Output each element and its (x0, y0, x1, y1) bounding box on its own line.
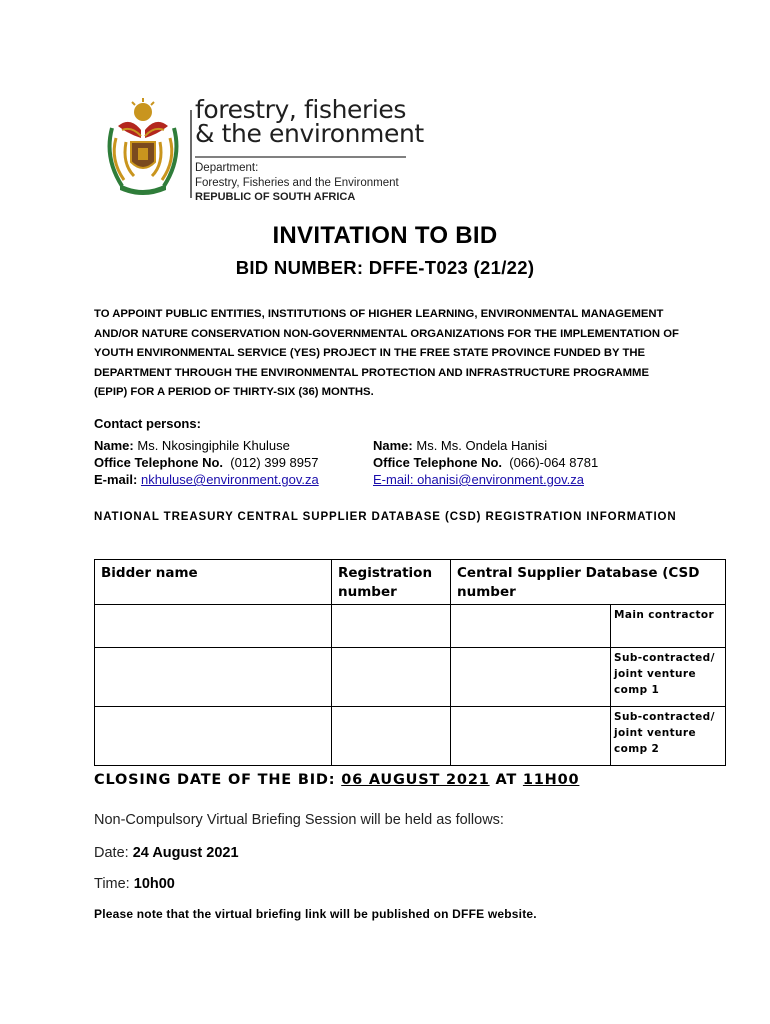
bid-description: TO APPOINT PUBLIC ENTITIES, INSTITUTIONS OF HIGHER LEARNING, ENVIRONMENTAL MANAGEMENT AND/OR NATURE CONSERVATION NON-GOVERNMENTAL ORGANIZATIONS FOR THE IMPLEMENTATION OF YOUTH ENVIRONMENTAL SERVICE (YES) PROJECT IN THE FREE STATE PROVINCE FUNDED BY THE DEPARTMENT THROUGH THE ENVIRONMENTAL PROTECTION AND INFRASTRUCTURE PROGRAMME (EPIP) FOR A PERIOD OF THIRTY-SIX (36) MONTHS. (94, 308, 679, 398)
briefing-date-value: 24 August 2021 (132, 845, 239, 861)
closing-prefix: CLOSING DATE OF THE BID: (94, 772, 336, 788)
bid-number: BID NUMBER: DFFE-T023 (21/22) (235, 257, 535, 278)
briefing-time (94, 876, 175, 892)
row-label-subcontracted-2: Sub-contracted/ joint venture comp 2 (611, 707, 726, 766)
contact-name: Ms. Ms. Ondela Hanisi (416, 438, 548, 453)
phone-label: Office Telephone No. (94, 455, 224, 470)
closing-date-value: 06 AUGUST 2021 (341, 772, 490, 788)
csd-number-cell[interactable] (451, 707, 611, 766)
name-label: Name: (373, 438, 413, 453)
column-header-registration-number: Registration number (332, 560, 451, 605)
dept-label: Department: (195, 162, 259, 174)
registration-number-cell[interactable] (332, 605, 451, 648)
name-label: Name: (94, 438, 134, 453)
contact-phone: (066)-064 8781 (509, 455, 599, 470)
contact-email-link[interactable]: nkhuluse@environment.gov.za (140, 472, 319, 487)
brand-name (195, 95, 425, 148)
brand-line-2: & the environment (195, 119, 424, 148)
briefing-intro: Non-Compulsory Virtual Briefing Session will be held as follows: (94, 812, 504, 828)
contact-email: ohanisi@environment.gov.za (417, 472, 584, 487)
bidder-name-cell[interactable] (95, 648, 332, 707)
email-label: E-mail: (373, 472, 414, 487)
table-row (95, 707, 726, 766)
row-label-main-contractor: Main contractor (611, 605, 726, 648)
csd-registration-table (94, 559, 726, 766)
email-label: E-mail: (94, 472, 138, 487)
closing-date (94, 772, 579, 788)
column-header-bidder-name: Bidder name (95, 560, 332, 605)
contact-right (373, 437, 598, 488)
dept-name: Forestry, Fisheries and the Environment (195, 177, 399, 189)
contact-email-link[interactable] (373, 472, 584, 487)
row-label-subcontracted-1: Sub-contracted/ joint venture comp 1 (611, 648, 726, 707)
brand-rule (195, 156, 406, 158)
contact-persons-label: Contact persons: (94, 416, 201, 431)
contact-name: Ms. Nkosingiphile Khuluse (137, 438, 290, 453)
logo-divider (190, 110, 192, 198)
csd-number-cell[interactable] (451, 648, 611, 707)
column-header-csd-number: Central Supplier Database (CSD number (451, 560, 726, 605)
closing-time-value: 11H00 (522, 772, 580, 788)
page-title: INVITATION TO BID (272, 222, 498, 249)
registration-number-cell[interactable] (332, 648, 451, 707)
contact-left (94, 437, 319, 488)
briefing-time-label: Time: (94, 876, 130, 892)
country-name: REPUBLIC OF SOUTH AFRICA (195, 191, 356, 203)
brand-line-1: forestry, fisheries (195, 95, 407, 124)
briefing-time-value: 10h00 (133, 876, 175, 892)
registration-number-cell[interactable] (332, 707, 451, 766)
csd-number-cell[interactable] (451, 605, 611, 648)
table-row (95, 605, 726, 648)
table-header-row (95, 560, 726, 605)
coat-of-arms-icon (104, 98, 182, 198)
briefing-date-label: Date: (94, 845, 129, 861)
csd-heading: NATIONAL TREASURY CENTRAL SUPPLIER DATABASE (CSD) REGISTRATION INFORMATION (94, 511, 677, 523)
department-logo (104, 95, 424, 208)
briefing-date (94, 845, 239, 861)
briefing-note: Please note that the virtual briefing link will be published on DFFE website. (94, 907, 537, 921)
bidder-name-cell[interactable] (95, 707, 332, 766)
bidder-name-cell[interactable] (95, 605, 332, 648)
closing-at: AT (495, 772, 518, 788)
contact-phone: (012) 399 8957 (230, 455, 319, 470)
phone-label: Office Telephone No. (373, 455, 503, 470)
table-row (95, 648, 726, 707)
